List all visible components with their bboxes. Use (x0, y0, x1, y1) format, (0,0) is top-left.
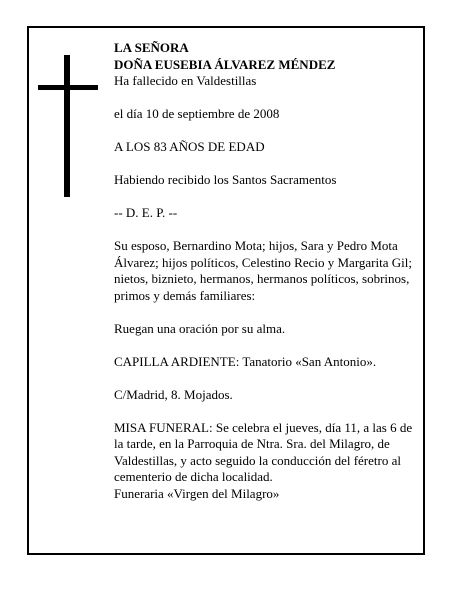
cross-horizontal-bar (38, 85, 98, 90)
date: el día 10 de septiembre de 2008 (114, 106, 280, 121)
notice-text (114, 40, 420, 502)
address: C/Madrid, 8. Mojados. (114, 386, 233, 402)
family: Su esposo, Bernardino Mota; hijos, Sara y Pedro Mota Álvarez; hijos políticos, Celestino Recio y Margarita Gil; nietos, biznieto, hermanos, hermanos políticos, sobrinos, primos y demás familiares: (114, 238, 412, 303)
title-line-2: DOÑA EUSEBIA ÁLVAREZ MÉNDEZ (114, 56, 336, 72)
age: A LOS 83 AÑOS DE EDAD (114, 139, 265, 154)
chapel: CAPILLA ARDIENTE: Tanatorio «San Antonio». (114, 353, 377, 369)
rip: -- D. E. P. -- (114, 205, 178, 220)
funeral-home: Funeraria «Virgen del Milagro» (114, 485, 280, 501)
sacraments: Habiendo recibido los Santos Sacramentos (114, 172, 337, 187)
died-in: Ha fallecido en Valdestillas (114, 73, 257, 88)
prayer: Ruegan una oración por su alma. (114, 320, 286, 336)
cross-vertical-bar (64, 55, 70, 197)
funeral: MISA FUNERAL: Se celebra el jueves, día 11, a las 6 de la tarde, en la Parroquia de Ntra. Sra. del Milagro, de Valdestillas, y acto seguido la conducción del féretro al cementerio de dicha localidad. (114, 419, 413, 484)
cross-icon (38, 55, 98, 197)
title-line-1: LA SEÑORA (114, 40, 189, 55)
